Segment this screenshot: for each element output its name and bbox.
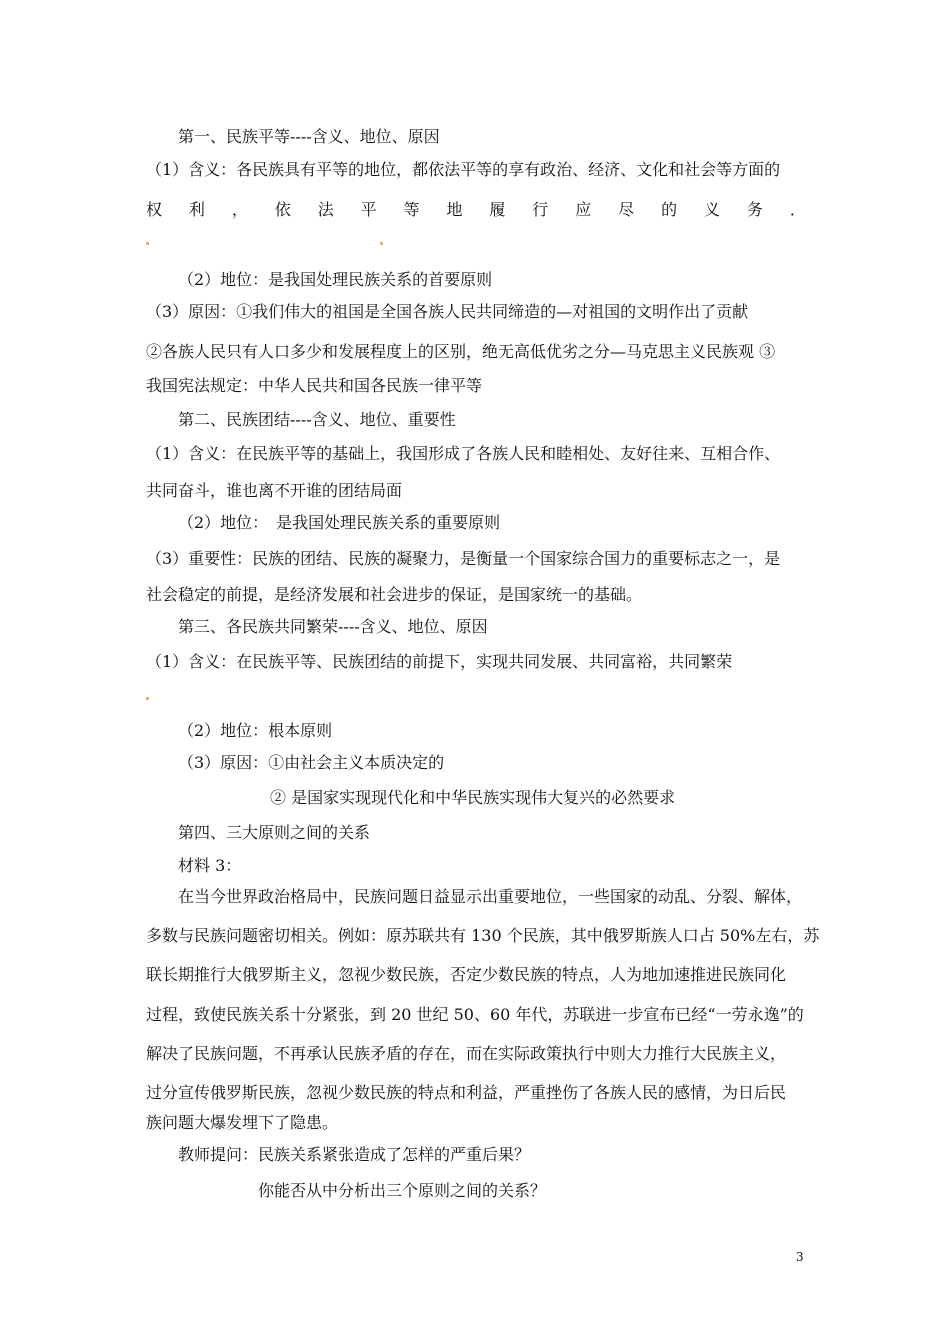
material-line-3: 联长期推行大俄罗斯主义，忽视少数民族，否定少数民族的特点，人为地加速推进民族同化	[146, 965, 787, 984]
char: 依	[274, 200, 291, 219]
s3-status: （2）地位：根本原则	[178, 721, 333, 740]
material-line-7: 族问题大爆发埋下了隐患。	[146, 1113, 339, 1132]
section-3-title: 第三、各民族共同繁荣----含义、地位、原因	[178, 617, 488, 636]
s2-meaning-line-2: 共同奋斗，谁也离不开谁的团结局面	[146, 481, 403, 500]
char: 尽	[618, 200, 635, 219]
teacher-question-2: 你能否从中分析出三个原则之间的关系？	[258, 1181, 547, 1200]
s3-meaning: （1）含义：在民族平等、民族团结的前提下，实现共同发展、共同富裕，共同繁荣	[146, 652, 733, 671]
s2-importance-line-2: 社会稳定的前提，是经济发展和社会进步的保证，是国家统一的基础。	[146, 585, 643, 604]
char: 等	[403, 200, 420, 219]
char: 义	[703, 200, 720, 219]
s1-reason-line-3: 我国宪法规定：中华人民共和国各民族一律平等	[146, 376, 483, 395]
char: 权	[146, 200, 163, 219]
s3-reason-line-1: （3）原因：①由社会主义本质决定的	[178, 753, 445, 772]
s1-meaning-line-1: （1）含义：各民族具有平等的地位，都依法平等的享有政治、经济、文化和社会等方面的	[146, 160, 781, 179]
material-line-6: 过分宣传俄罗斯民族，忽视少数民族的特点和利益，严重挫伤了各族人民的感情，为日后民	[146, 1083, 787, 1102]
char: 的	[661, 200, 678, 219]
artifact-dot	[380, 242, 383, 245]
char: ．	[789, 200, 806, 219]
s2-importance-line-1: （3）重要性：民族的团结、民族的凝聚力，是衡量一个国家综合国力的重要标志之一，是	[146, 549, 781, 568]
char: 履	[489, 200, 506, 219]
char: 平	[360, 200, 377, 219]
section-4-title: 第四、三大原则之间的关系	[178, 823, 371, 842]
s1-reason-line-1: （3）原因：①我们伟大的祖国是全国各族人民共同缔造的—对祖国的文明作出了贡献	[146, 302, 749, 321]
artifact-dot	[146, 242, 149, 245]
artifact-dot	[146, 697, 149, 700]
material-line-2: 多数与民族问题密切相关。例如：原苏联共有 130 个民族，其中俄罗斯族人口占 50%左右，苏	[146, 926, 820, 945]
material-line-1: 在当今世界政治格局中，民族问题日益显示出重要地位，一些国家的动乱、分裂、解体，	[178, 887, 803, 906]
char: 应	[575, 200, 592, 219]
section-1-title: 第一、民族平等----含义、地位、原因	[178, 127, 440, 146]
char: 地	[446, 200, 463, 219]
s2-status: （2）地位： 是我国处理民族关系的重要原则	[178, 513, 501, 532]
s1-meaning-line-2	[146, 200, 806, 220]
char: 法	[317, 200, 334, 219]
char: 行	[532, 200, 549, 219]
material-line-5: 解决了民族问题，不再承认民族矛盾的存在，而在实际政策执行中则大力推行大民族主义，	[146, 1044, 787, 1063]
material-label: 材料 3：	[178, 856, 242, 875]
char: 务	[746, 200, 763, 219]
s2-meaning-line-1: （1）含义：在民族平等的基础上，我国形成了各族人民和睦相处、友好往来、互相合作、	[146, 444, 781, 463]
s1-reason-line-2: ②各族人民只有人口多少和发展程度上的区别，绝无高低优劣之分—马克思主义民族观 ③	[146, 342, 776, 361]
s1-status: （2）地位：是我国处理民族关系的首要原则	[178, 270, 493, 289]
teacher-question-1: 教师提问：民族关系紧张造成了怎样的严重后果？	[178, 1145, 531, 1164]
section-2-title: 第二、民族团结----含义、地位、重要性	[178, 410, 456, 429]
material-line-4: 过程，致使民族关系十分紧张，到 20 世纪 50、60 年代，苏联进一步宣布已经“一劳永逸”的	[146, 1005, 804, 1024]
page-number: 3	[796, 1250, 804, 1264]
char: ，	[231, 200, 248, 219]
s3-reason-line-2: ② 是国家实现现代化和中华民族实现伟大复兴的必然要求	[270, 788, 676, 807]
char: 利	[188, 200, 205, 219]
